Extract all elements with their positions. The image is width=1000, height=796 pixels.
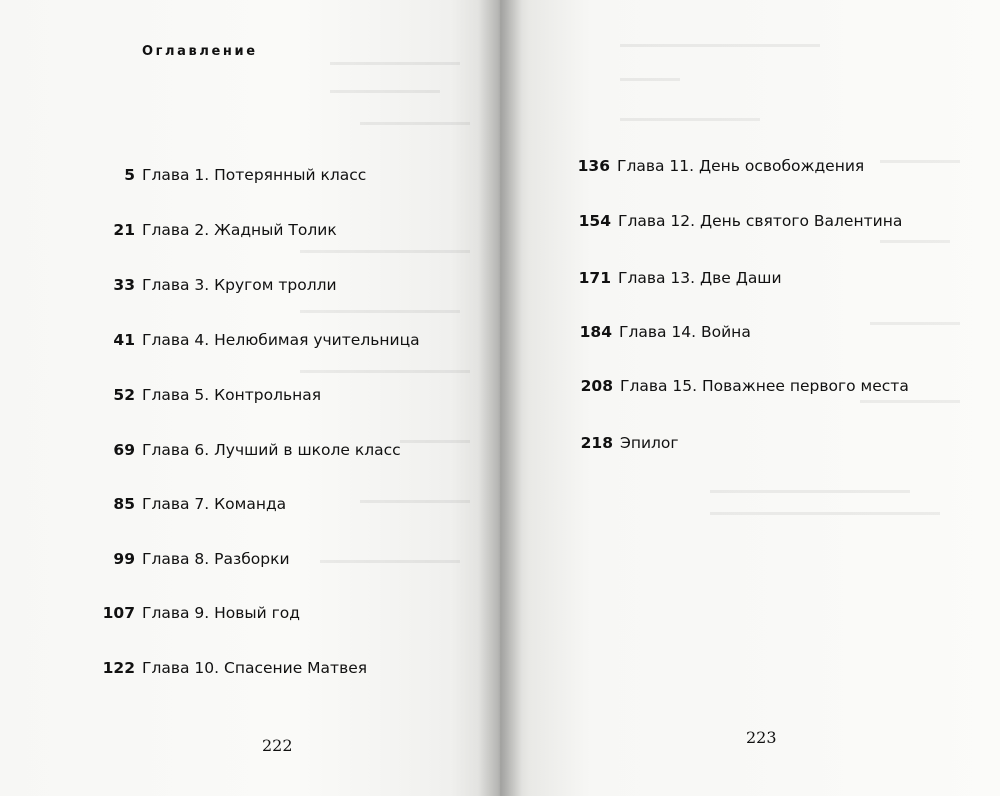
toc-entry-page: 218 (580, 434, 613, 452)
bleed-through-line (330, 62, 460, 65)
toc-entry-page: 136 (577, 157, 610, 175)
toc-entry-title: Глава 3. Кругом тролли (142, 276, 337, 294)
toc-entry-title: Глава 15. Поважнее первого места (620, 377, 909, 395)
bleed-through-line (300, 370, 470, 373)
bleed-through-line (880, 160, 960, 163)
toc-entry-title: Глава 6. Лучший в школе класс (142, 441, 401, 459)
bleed-through-line (400, 440, 470, 443)
toc-entry (503, 434, 679, 456)
toc-entry-page: 107 (102, 604, 135, 622)
toc-entry (503, 377, 909, 399)
bleed-through-line (710, 512, 940, 515)
toc-entry-title: Глава 12. День святого Валентина (618, 212, 903, 230)
toc-entry-title: Глава 7. Команда (142, 495, 287, 513)
toc-entry-title: Глава 1. Потерянный класс (142, 166, 367, 184)
bleed-through-line (620, 118, 760, 121)
toc-entry (0, 166, 366, 188)
toc-entry-page: 171 (578, 269, 611, 287)
toc-entry-page: 154 (578, 212, 611, 230)
right-page (500, 0, 1000, 796)
bleed-through-line (860, 400, 960, 403)
bleed-through-line (330, 90, 440, 93)
bleed-through-line (360, 122, 470, 125)
bleed-through-line (300, 310, 460, 313)
toc-entry-page: 52 (113, 386, 135, 404)
bleed-through-line (870, 322, 960, 325)
toc-entry (501, 212, 902, 234)
toc-entry-title: Глава 8. Разборки (142, 550, 290, 568)
bleed-through-line (620, 44, 820, 47)
page-number: 223 (746, 728, 777, 747)
toc-entry-title: Глава 13. Две Даши (618, 269, 782, 287)
toc-entry-title: Глава 10. Спасение Матвея (142, 659, 368, 677)
toc-heading: Оглавление (142, 44, 258, 59)
toc-entry (0, 495, 286, 517)
toc-entry (0, 604, 300, 626)
toc-entry (501, 269, 782, 291)
toc-entry (0, 331, 420, 353)
toc-entry (0, 441, 401, 463)
bleed-through-line (880, 240, 950, 243)
toc-entry (0, 550, 290, 572)
toc-entry-page: 208 (580, 377, 613, 395)
toc-entry-page: 41 (113, 331, 135, 349)
toc-entry (0, 221, 337, 243)
toc-entry-title: Глава 2. Жадный Толик (142, 221, 337, 239)
bleed-through-line (300, 250, 470, 253)
toc-entry-page: 184 (579, 323, 612, 341)
toc-entry-title: Глава 4. Нелюбимая учительница (142, 331, 420, 349)
toc-entry (0, 659, 367, 681)
bleed-through-line (620, 78, 680, 81)
toc-entry-title: Эпилог (620, 434, 679, 452)
toc-entry-title: Глава 14. Война (619, 323, 751, 341)
toc-entry-title: Глава 11. День освобождения (617, 157, 865, 175)
toc-entry-page: 5 (124, 166, 135, 184)
toc-entry (0, 386, 321, 408)
toc-entry-page: 99 (113, 550, 135, 568)
toc-entry (0, 276, 337, 298)
toc-entry (502, 323, 751, 345)
book-gutter (478, 0, 522, 796)
toc-entry-title: Глава 5. Контрольная (142, 386, 322, 404)
toc-entry-page: 21 (113, 221, 135, 239)
toc-entry-title: Глава 9. Новый год (142, 604, 300, 622)
toc-entry-page: 85 (113, 495, 135, 513)
page-number: 222 (262, 736, 293, 755)
toc-entry-page: 33 (113, 276, 135, 294)
bleed-through-line (320, 560, 460, 563)
bleed-through-line (710, 490, 910, 493)
toc-entry-page: 69 (113, 441, 135, 459)
toc-entry (500, 157, 864, 179)
toc-entry-page: 122 (102, 659, 135, 677)
bleed-through-line (360, 500, 470, 503)
